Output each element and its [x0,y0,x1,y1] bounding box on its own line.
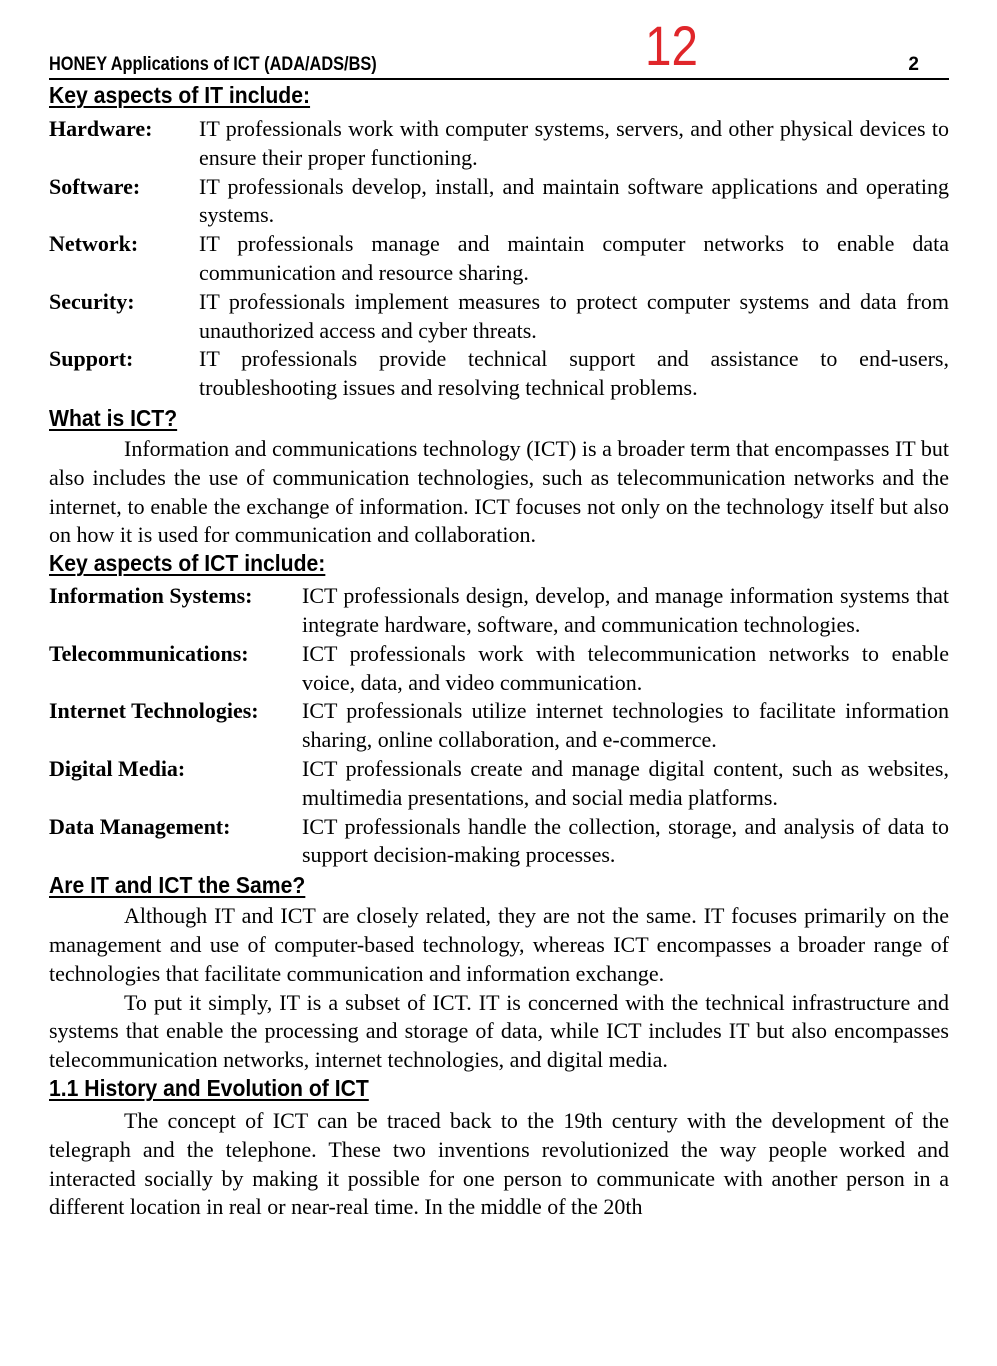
heading-history: 1.1 History and Evolution of ICT [49,1074,369,1101]
term: Hardware: [49,116,153,141]
definition: ICT professionals design, develop, and manage information systems that integrate hardware, software, and communication technologies. [302,583,949,637]
paragraph: The concept of ICT can be traced back to the 19th century with the development of the telegraph and the telephone. These two inventions revolutionized the way people worked and interacted socially by making it possible for one person to communicate with another person in a different location in real or near-real time. In the middle of the 20th [49,1107,949,1220]
definition: IT professionals provide technical support and assistance to end-users, troubleshooting issues and resolving technical problems. [199,346,949,401]
term: Telecommunications: [49,640,249,666]
page-number: 2 [908,54,919,75]
definition: ICT professionals handle the collection, storage, and analysis of data to support decision-making processes. [302,813,949,868]
paragraph: Although IT and ICT are closely related, they are not the same. IT focuses primarily on the management and use of computer-based technology, whereas ICT encompasses a broader range of technologies that facilitate communication and information exchange. [49,903,949,986]
definition: ICT professionals utilize internet technologies to facilitate information sharing, online collaboration, and e-commerce. [302,698,949,753]
term: Support: [49,346,134,372]
term: Digital Media: [49,755,186,781]
definition: ICT professionals create and manage digital content, such as websites, multimedia presentations, and social media platforms. [302,755,949,810]
page-header [49,0,949,80]
paragraph: To put it simply, IT is a subset of ICT. IT is concerned with the technical infrastructure and systems that enable the processing and storage of data, while ICT includes IT but also encompasses telecommunication networks, internet technologies, and digital media. [49,989,949,1073]
heading-are-it-ict-same: Are IT and ICT the Same? [49,872,306,899]
term: Software: [49,173,141,199]
definition: IT professionals implement measures to protect computer systems and data from unauthorized access and cyber threats. [199,288,949,343]
chapter-page-number: 12 [645,14,698,77]
term: Information Systems: [49,583,253,609]
header-title: HONEY Applications of ICT (ADA/ADS/BS) [49,54,377,75]
term: Security: [49,288,135,314]
definition: IT professionals work with computer systems, servers, and other physical devices to ensure their proper functioning. [199,116,949,170]
heading-it-aspects: Key aspects of IT include: [49,82,311,108]
term: Network: [49,231,139,257]
definition: ICT professionals work with telecommunication networks to enable voice, data, and video communication. [302,640,949,695]
term: Data Management: [49,813,231,839]
heading-what-is-ict: What is ICT? [49,404,178,431]
document-page [49,0,949,1222]
ict-aspects-list [49,582,949,870]
definition: IT professionals develop, install, and maintain software applications and operating systems. [199,173,949,228]
definition: IT professionals manage and maintain computer networks to enable data communication and resource sharing. [199,231,949,285]
term: Internet Technologies: [49,698,259,724]
it-aspects-list [49,115,949,403]
paragraph: Information and communications technology (ICT) is a broader term that encompasses IT but also includes the use of communication technologies, such as telecommunication networks and the internet, to enable the exchange of information. ICT focuses not only on the technology itself but also on how it is used for communication and collaboration. [49,435,949,548]
heading-ict-aspects: Key aspects of ICT include: [49,550,326,577]
